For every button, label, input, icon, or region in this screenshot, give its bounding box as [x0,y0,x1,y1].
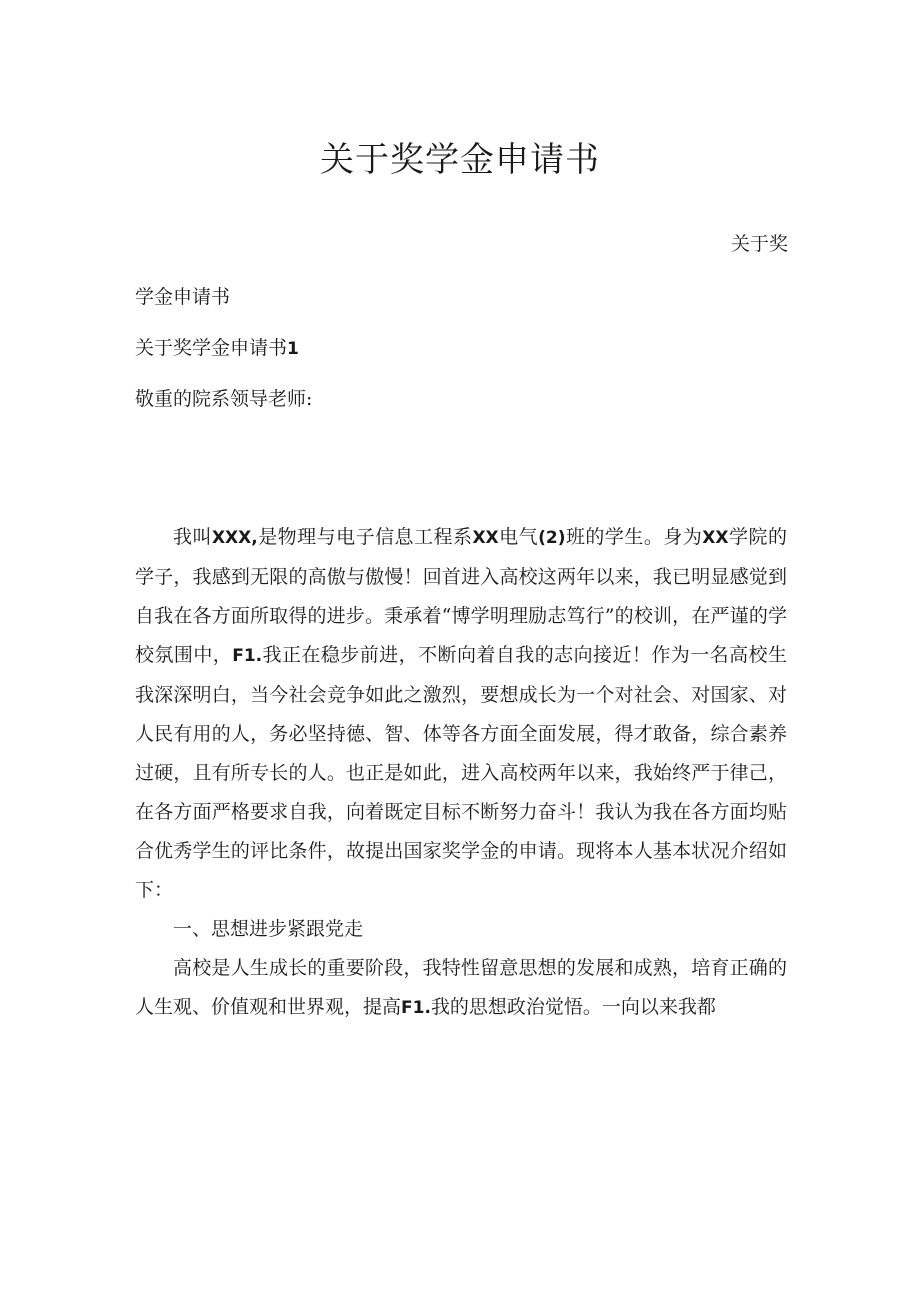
text-run-bold: XX [472,528,499,548]
text-run: 我正在稳步前进，不断向着自我的志向接近！作为一名高校生我深深明白，当今社会竞争如此之激烈，要想成长为一个对社会、对国家、对人民有用的人，务必坚持德、智、体等各方面全面发展，得才敢备，综合素养过硬，且有所专长的人。也正是如此，进入高校两年以来，我始终严于律己，在各方面严格要求自我，向着既定目标不断努力奋斗！我认为我在各方面均贴合优秀学生的评比条件，故提出国家奖学金的申请。现将本人基本状况介绍如下： [135,644,787,901]
section-heading-1: 一、思想进步紧跟党走 [173,918,364,940]
text-run-bold: F1. [232,646,263,666]
paragraph-thought [135,949,787,1028]
text-run: 我的思想政治觉悟。一向以来我都 [430,996,716,1018]
text-run-bold: XXX, [211,528,258,548]
text-run-bold: F1. [401,998,431,1018]
subtitle-line: 学金申请书 [135,286,231,308]
text-run-bold: (2) [538,528,566,548]
text-run: 电气 [498,526,539,548]
text-run: 我叫 [173,526,212,548]
section-title-number: 1 [287,339,299,359]
paragraph-intro [135,518,787,910]
text-run-bold: XX [702,528,729,548]
body-text [135,518,787,1028]
section-title-text: 关于奖学金申请书 [135,337,288,359]
text-run: 高校是人生成长的重要阶段，我特性留意思想的发展和成熟，培育正确的人生观、价值观和世界观，提高 [135,957,787,1018]
text-run: 是物理与电子信息工程系 [257,526,473,548]
document-title: 关于奖学金申请书 [320,140,600,180]
header-right-text: 关于奖 [730,233,788,255]
section-title-line [135,334,299,363]
text-run: 班的学生。身为 [565,526,703,548]
salutation: 敬重的院系领导老师: [135,388,313,410]
text-run: 学院的学子，我感到无限的高傲与傲慢！回首进入高校这两年以来，我已明显感觉到自我在各方面所取得的进步。秉承着“博学明理励志笃行”的校训，在严谨的学校氛围中， [135,526,787,666]
